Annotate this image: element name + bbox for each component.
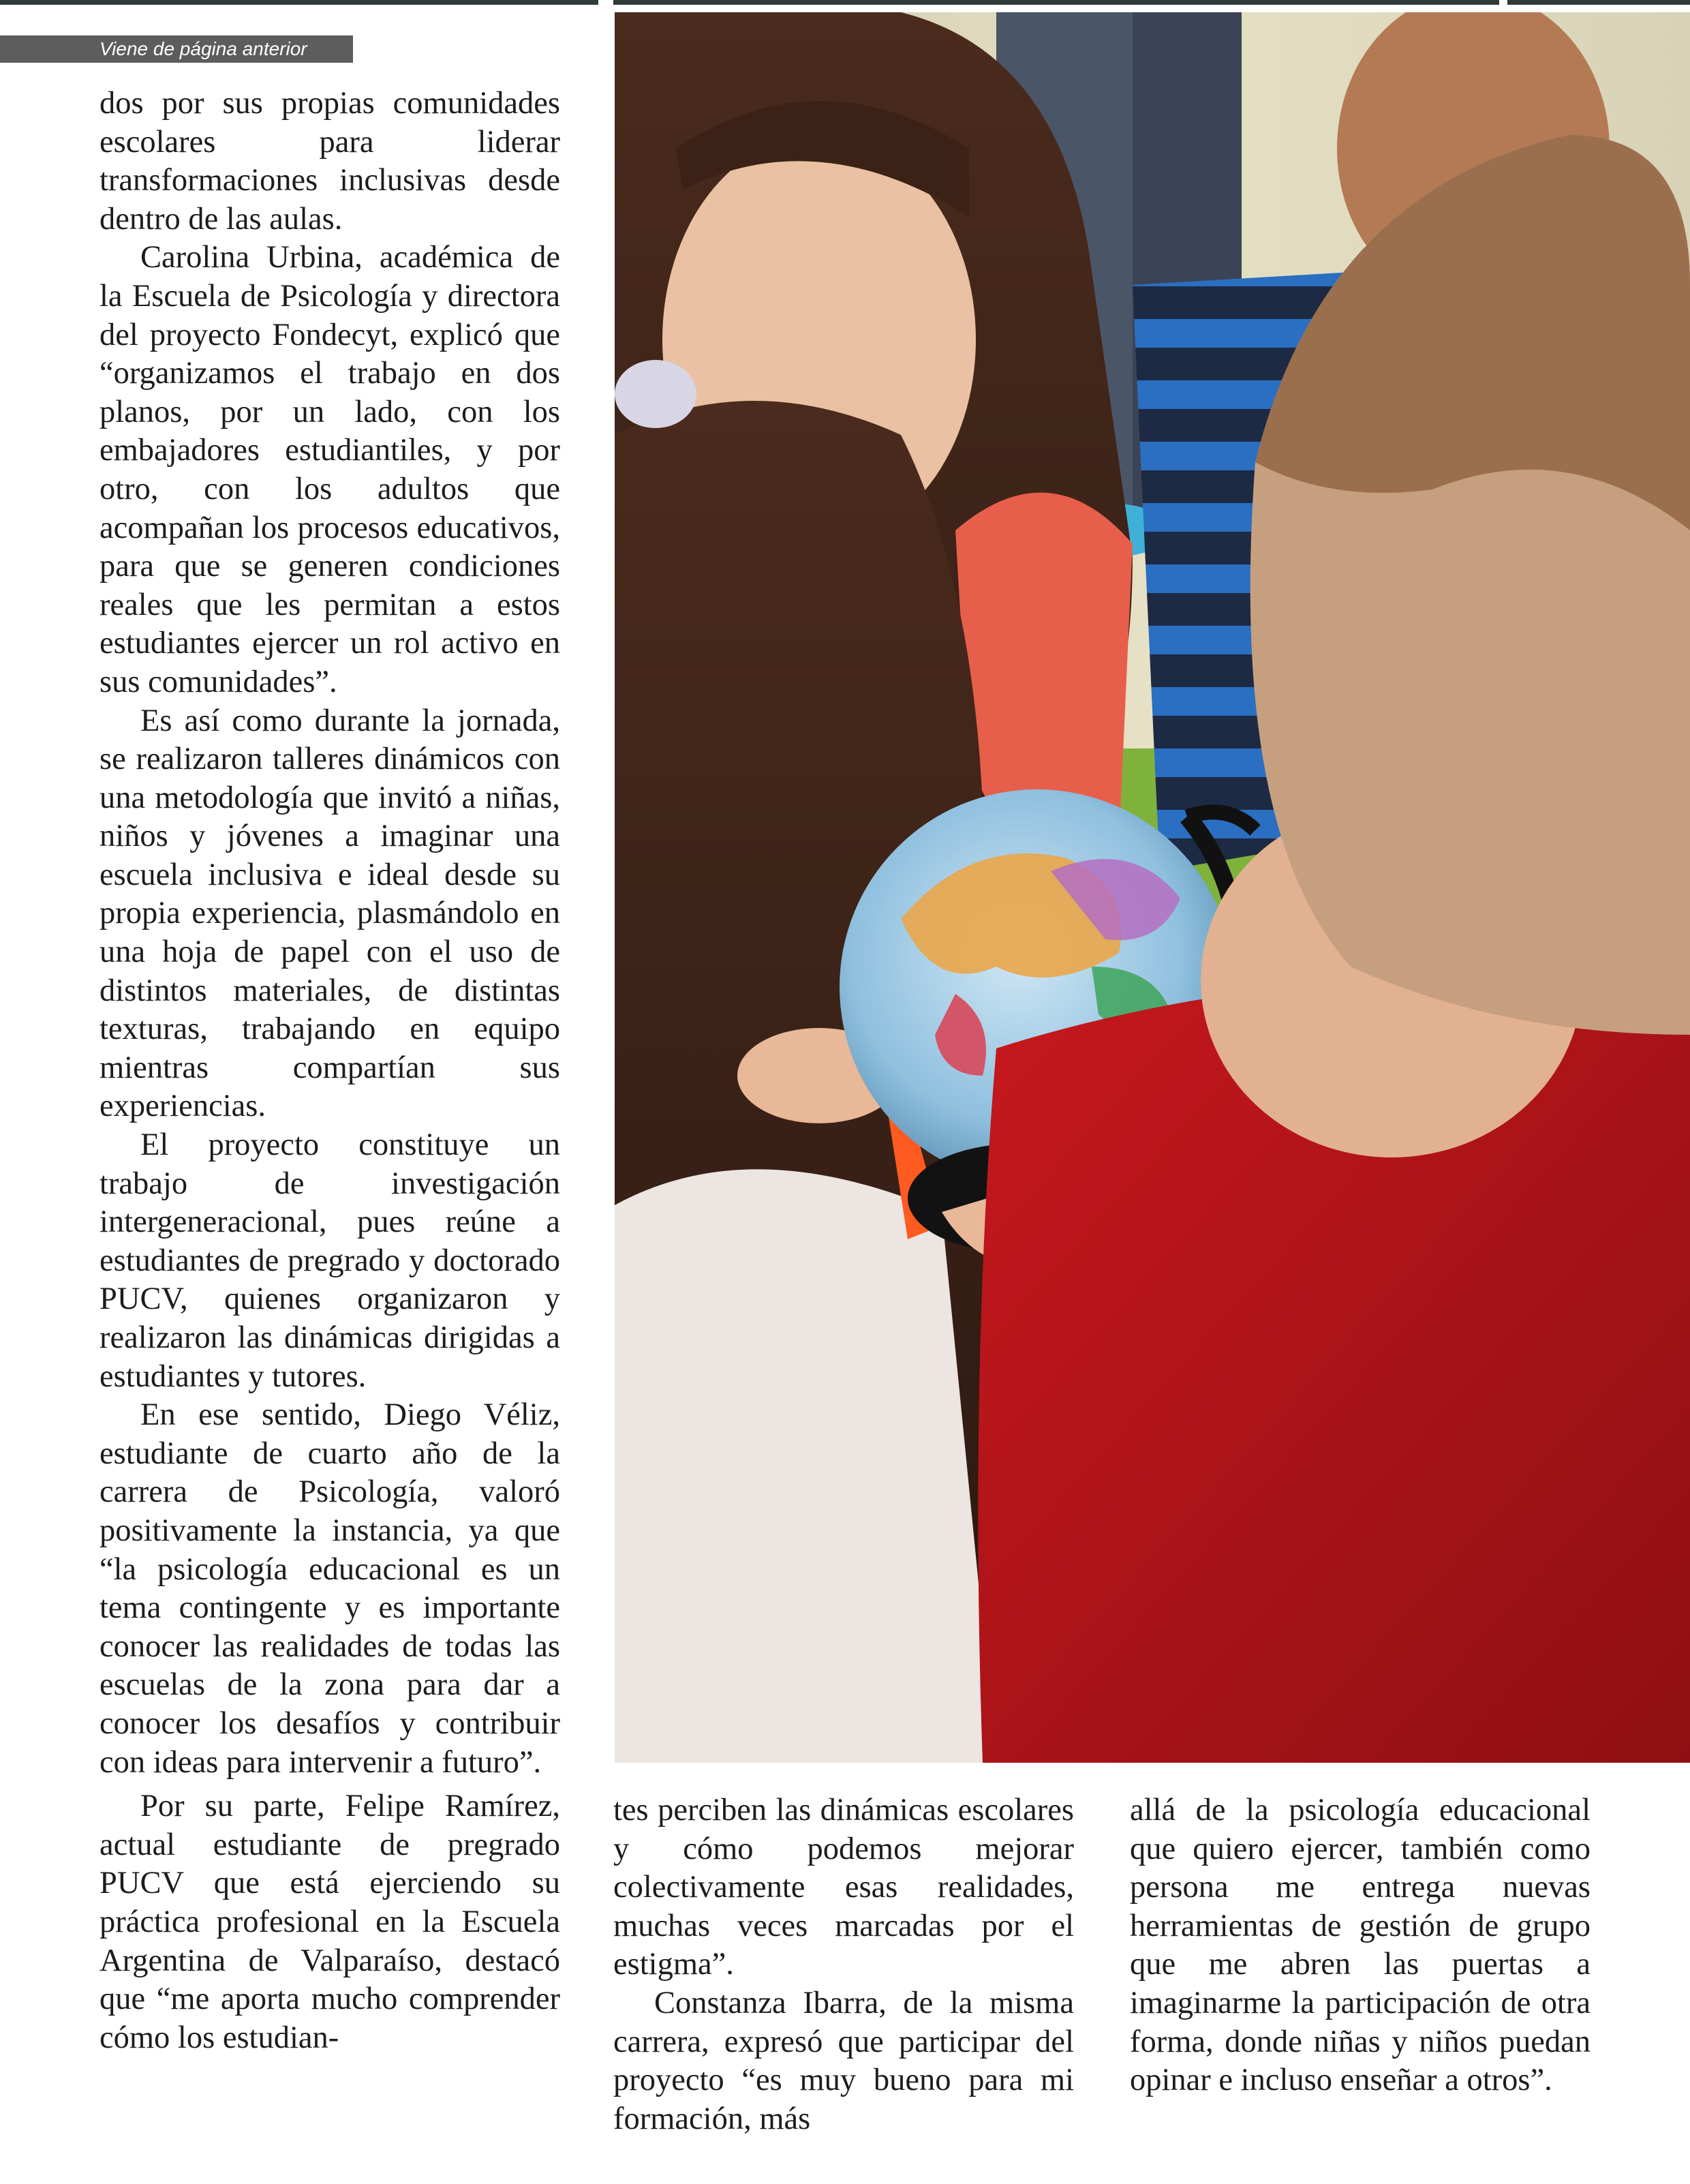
article-photo [615, 12, 1690, 1763]
article-column-3 [1130, 1791, 1591, 2100]
article-column-1 [99, 85, 560, 2057]
top-rule-left [0, 0, 598, 5]
paragraph: El proyecto constituye un trabajo de investigación intergeneracional, pues reúne a estudiantes de pregrado y doctorado PUCV, quienes organizaron y realizaron las dinámicas dirigidas a estudiantes y tutores. [99, 1127, 560, 1394]
paragraph: Es así como durante la jornada, se realizaron talleres dinámicos con una metodología que invitó a niñas, niños y jóvenes a imaginar una escuela inclusiva e ideal desde su propia experiencia, plasmándolo en una hoja de papel con el uso de distintos materiales, de distintas texturas, trabajando en equipo mientras compartían sus experiencias. [99, 703, 560, 1124]
top-rule-middle [613, 0, 1499, 5]
paragraph: tes perciben las dinámicas escolares y cómo podemos mejorar colectivamente esas realidades, muchas veces marcadas por el estigma”. [613, 1793, 1074, 1982]
paragraph: Por su parte, Felipe Ramírez, actual estudiante de pregrado PUCV que está ejerciendo su práctica profesional en la Escuela Argentina de Valparaíso, destacó que “me aporta mucho comprender cómo los estudian- [99, 1789, 560, 2055]
top-rule-right [1507, 0, 1690, 5]
paragraph: dos por sus propias comunidades escolares para liderar transformaciones inclusivas desde dentro de las aulas. [99, 86, 560, 237]
paragraph: allá de la psicología educacional que quiero ejercer, también como persona me entrega nuevas herramientas de gestión de grupo que me abren las puertas a imaginarme la participación de otra forma, donde niñas y niños puedan opinar e incluso enseñar a otros”. [1130, 1793, 1591, 2098]
paragraph: En ese sentido, Diego Véliz, estudiante de cuarto año de la carrera de Psicología, valoró positivamente la instancia, ya que “la psicología educacional es un tema contingente y es importante conocer las realidades de todas las escuelas de la zona para dar a conocer los desafíos y contribuir con ideas para intervenir a futuro”. [99, 1397, 560, 1780]
article-column-2 [613, 1791, 1074, 2138]
girl-shirt [615, 1169, 996, 1763]
paragraph: Carolina Urbina, académica de la Escuela de Psicología y directora del proyecto Fondecyt, explicó que “organizamos el trabajo en dos planos, por un lado, con los embajadores estudiantiles, y por otro, con los adultos que acompañan los procesos educativos, para que se generen condiciones reales que les permitan a estos estudiantes ejercer un rol activo en sus comunidades”. [99, 240, 560, 699]
paragraph: Constanza Ibarra, de la misma carrera, expresó que participar del proyecto “es muy bueno para mi formación, más [613, 1985, 1074, 2136]
continuation-tag: Viene de página anterior [0, 35, 353, 63]
